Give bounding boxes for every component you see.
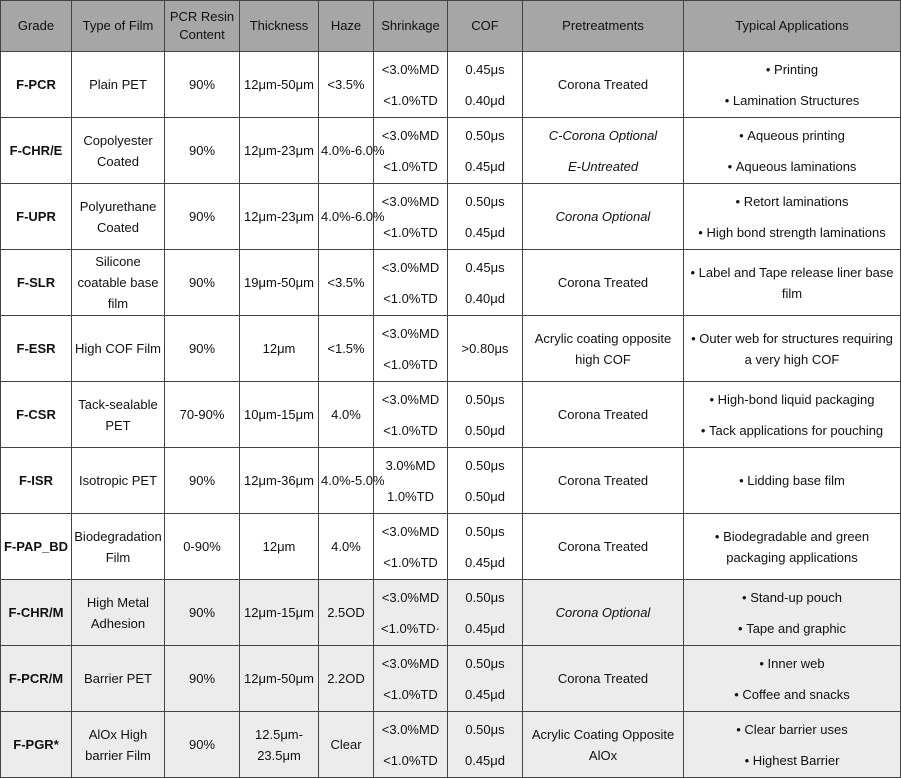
pcr-content-cell: 90% [165,118,240,184]
film-type-cell: Barrier PET [72,646,165,712]
header-shrinkage: Shrinkage [374,1,448,52]
header-row [1,1,901,52]
haze-cell: 4.0% [319,514,374,580]
pretreatment-cell: Corona Treated [523,514,684,580]
applications-cell [684,118,901,184]
header-pretreatments: Pretreatments [523,1,684,52]
application-item: • Retort laminations [736,191,849,212]
cof-cell [448,448,523,514]
shrinkage-md: <3.0%MD [381,721,440,737]
grade-cell: F-SLR [1,250,72,316]
grade-cell: F-ESR [1,316,72,382]
shrinkage-td: <1.0%TD [383,290,438,306]
cof-static: 0.50μs [465,523,505,539]
thickness-cell: 12μm [240,514,319,580]
application-item: • Highest Barrier [745,750,840,771]
haze-cell: 4.0%-6.0% [319,118,374,184]
cof-dynamic: 0.50μd [464,422,506,438]
shrinkage-md: <3.0%MD [381,61,440,77]
grade-cell: F-UPR [1,184,72,250]
shrinkage-td: <1.0%TD [383,356,438,372]
cof-static: 0.50μs [465,589,505,605]
application-item: • Aqueous laminations [728,156,857,177]
haze-cell: 2.5OD [319,580,374,646]
pretreatment-option: C-Corona Optional [548,127,658,143]
cof-static: 0.50μs [465,655,505,671]
grade-cell: F-CSR [1,382,72,448]
table-row [1,250,901,316]
shrinkage-td: <1.0%TD [383,686,438,702]
header-type-of-film: Type of Film [72,1,165,52]
grade-cell: F-PCR [1,52,72,118]
shrinkage-md: <3.0%MD [381,391,440,407]
pcr-content-cell: 70-90% [165,382,240,448]
applications-cell [684,316,901,382]
shrinkage-cell [374,580,448,646]
application-item: • High bond strength laminations [698,222,885,243]
film-type-cell: Plain PET [72,52,165,118]
grade-cell: F-PCR/M [1,646,72,712]
haze-cell: 4.0%-5.0% [319,448,374,514]
shrinkage-cell [374,382,448,448]
thickness-cell: 12μm-50μm [240,646,319,712]
film-type-cell: High COF Film [72,316,165,382]
pretreatment-option: E-Untreated [567,158,639,174]
shrinkage-td: <1.0%TD [383,554,438,570]
pretreatment-cell: Corona Optional [523,580,684,646]
film-type-cell: Biodegradation Film [72,514,165,580]
shrinkage-md: <3.0%MD [381,589,440,605]
cof-dynamic: 0.45μd [464,686,506,702]
shrinkage-td: <1.0%TD [383,752,438,768]
cof-dynamic: 0.45μd [464,224,506,240]
cof-dynamic: 0.45μd [464,752,506,768]
applications-cell [684,712,901,778]
haze-cell: <3.5% [319,250,374,316]
grade-cell: F-PGR* [1,712,72,778]
cof-static: 0.50μs [465,193,505,209]
pretreatment-cell: Corona Treated [523,52,684,118]
shrinkage-md: 3.0%MD [385,457,436,473]
applications-cell [684,646,901,712]
grade-cell: F-PAP_BD [1,514,72,580]
shrinkage-cell [374,712,448,778]
table-row [1,118,901,184]
cof-static: 0.50μs [465,457,505,473]
film-type-cell: Isotropic PET [72,448,165,514]
pretreatment-cell: Corona Optional [523,184,684,250]
pretreatment-cell [523,118,684,184]
thickness-cell: 12μm-36μm [240,448,319,514]
pretreatment-cell: Corona Treated [523,448,684,514]
cof-cell [448,52,523,118]
application-item: • Tape and graphic [738,618,846,639]
haze-cell: Clear [319,712,374,778]
thickness-cell: 12μm-50μm [240,52,319,118]
thickness-cell: 12μm-15μm [240,580,319,646]
header-grade: Grade [1,1,72,52]
thickness-cell: 10μm-15μm [240,382,319,448]
shrinkage-cell [374,646,448,712]
pcr-content-cell: 90% [165,646,240,712]
cof-static: 0.45μs [465,259,505,275]
application-item: • Label and Tape release liner base film [690,265,893,301]
cof-cell [448,250,523,316]
applications-cell [684,580,901,646]
table-row [1,184,901,250]
pcr-content-cell: 90% [165,316,240,382]
pretreatment-cell: Corona Treated [523,382,684,448]
applications-cell [684,448,901,514]
header-thickness: Thickness [240,1,319,52]
application-item: • Stand-up pouch [742,587,842,608]
table-row [1,646,901,712]
table-row [1,448,901,514]
haze-cell: <3.5% [319,52,374,118]
thickness-cell: 12μm-23μm [240,184,319,250]
application-item: • Outer web for structures requiring a very high COF [691,331,893,367]
cof-dynamic: 0.40μd [464,92,506,108]
shrinkage-md: <3.0%MD [381,325,440,341]
pcr-content-cell: 90% [165,580,240,646]
applications-cell [684,184,901,250]
pcr-content-cell: 90% [165,184,240,250]
film-type-cell: Polyurethane Coated [72,184,165,250]
application-item: • Inner web [759,653,824,674]
pcr-content-cell: 0-90% [165,514,240,580]
haze-cell: 4.0%-6.0% [319,184,374,250]
applications-cell [684,514,901,580]
shrinkage-md: <3.0%MD [381,655,440,671]
table-row [1,382,901,448]
shrinkage-td: <1.0%TD [383,224,438,240]
pretreatment-cell: Corona Treated [523,646,684,712]
table-row [1,316,901,382]
grade-cell: F-ISR [1,448,72,514]
shrinkage-td: 1.0%TD [387,488,434,504]
application-item: • Aqueous printing [739,125,845,146]
film-type-cell: Tack-sealable PET [72,382,165,448]
table-row [1,712,901,778]
shrinkage-md: <3.0%MD [381,259,440,275]
film-type-cell: Silicone coatable base film [72,250,165,316]
thickness-cell: 19μm-50μm [240,250,319,316]
grade-cell: F-CHR/E [1,118,72,184]
shrinkage-td: <1.0%TD· [381,620,440,636]
application-item: • High-bond liquid packaging [709,389,874,410]
shrinkage-td: <1.0%TD [383,422,438,438]
header-typical-applications: Typical Applications [684,1,901,52]
shrinkage-md: <3.0%MD [381,523,440,539]
cof-cell [448,514,523,580]
shrinkage-cell [374,52,448,118]
cof-cell [448,184,523,250]
grade-cell: F-CHR/M [1,580,72,646]
thickness-cell: 12μm [240,316,319,382]
shrinkage-cell [374,514,448,580]
shrinkage-td: <1.0%TD [383,92,438,108]
cof-dynamic: 0.50μd [464,488,506,504]
cof-static: 0.50μs [465,127,505,143]
shrinkage-md: <3.0%MD [381,193,440,209]
cof-static: 0.50μs [465,721,505,737]
thickness-cell: 12.5μm-23.5μm [240,712,319,778]
applications-cell [684,250,901,316]
application-item: • Printing [766,59,818,80]
application-item: • Coffee and snacks [734,684,850,705]
cof-cell [448,382,523,448]
application-item: • Biodegradable and green packaging applications [715,529,869,565]
pcr-content-cell: 90% [165,52,240,118]
haze-cell: 2.2OD [319,646,374,712]
cof-dynamic: 0.40μd [464,290,506,306]
cof-cell: >0.80μs [448,316,523,382]
thickness-cell: 12μm-23μm [240,118,319,184]
shrinkage-md: <3.0%MD [381,127,440,143]
cof-dynamic: 0.45μd [464,620,506,636]
pretreatment-cell: Acrylic coating opposite high COF [523,316,684,382]
cof-static: 0.45μs [465,61,505,77]
cof-cell [448,646,523,712]
film-type-cell: High Metal Adhesion [72,580,165,646]
shrinkage-cell [374,250,448,316]
haze-cell: <1.5% [319,316,374,382]
cof-cell [448,118,523,184]
cof-dynamic: 0.45μd [464,158,506,174]
pretreatment-cell: Acrylic Coating Opposite AlOx [523,712,684,778]
shrinkage-td: <1.0%TD [383,158,438,174]
pretreatment-cell: Corona Treated [523,250,684,316]
table-row [1,514,901,580]
pcr-content-cell: 90% [165,250,240,316]
cof-dynamic: 0.45μd [464,554,506,570]
cof-cell [448,712,523,778]
application-item: • Tack applications for pouching [701,420,883,441]
table-row [1,52,901,118]
application-item: • Lamination Structures [725,90,860,111]
application-item: • Lidding base film [739,473,845,488]
cof-static: 0.50μs [465,391,505,407]
cof-cell [448,580,523,646]
header-haze: Haze [319,1,374,52]
application-item: • Clear barrier uses [736,719,848,740]
pcr-content-cell: 90% [165,448,240,514]
header-cof: COF [448,1,523,52]
shrinkage-cell [374,316,448,382]
haze-cell: 4.0% [319,382,374,448]
table-row [1,580,901,646]
film-type-cell: Copolyester Coated [72,118,165,184]
applications-cell [684,382,901,448]
film-type-cell: AlOx High barrier Film [72,712,165,778]
applications-cell [684,52,901,118]
pcr-content-cell: 90% [165,712,240,778]
header-pcr-resin-content: PCR Resin Content [165,1,240,52]
